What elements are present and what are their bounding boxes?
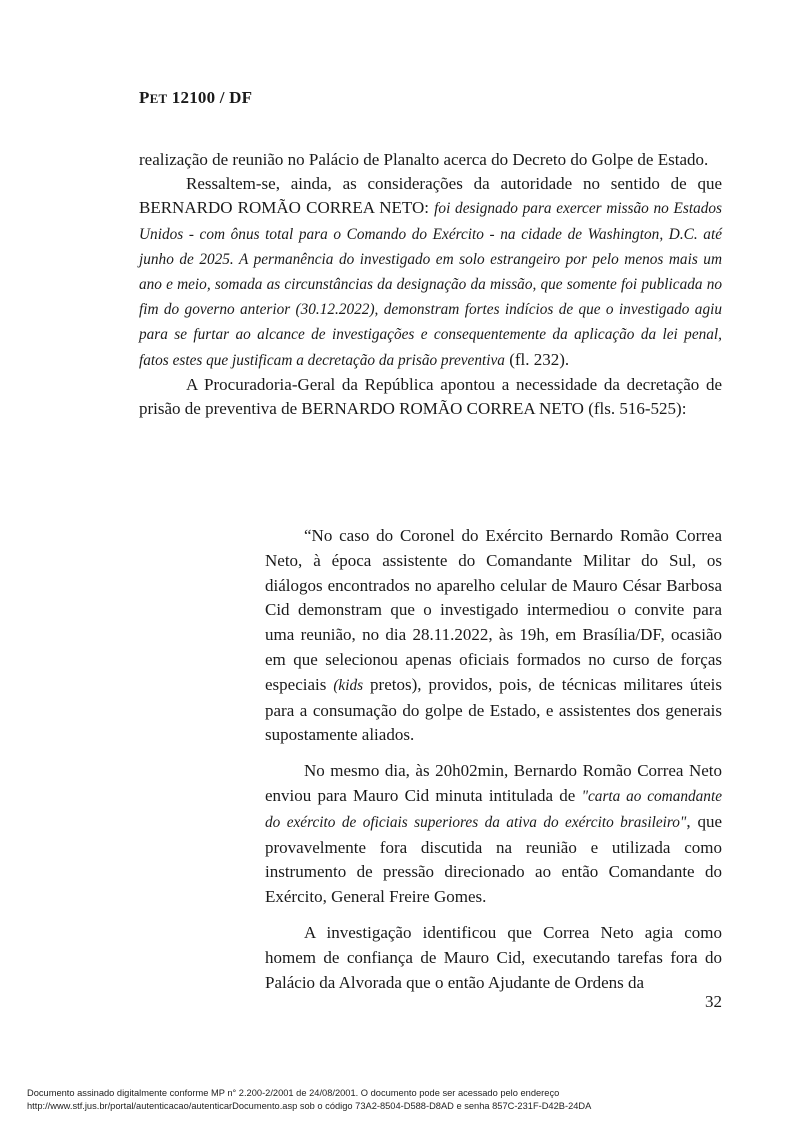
quote-paragraph-3: A investigação identificou que Correa Neto agia como homem de confiança de Mauro Cid, executando tarefas fora do Palácio da Alvorada que o então Ajudante de Ordens da <box>265 922 722 992</box>
header-pet-rest: ET <box>149 91 168 106</box>
paragraph-2-italic: foi designado para exercer missão no Estados Unidos - com ônus total para o Comando do Exército - na cidade de Washington, D.C. até junho de 2025. A permanência do investigado em solo estrangeiro por pelo menos mais um ano e meio, somada as circunstâncias da designação da missão, que somente foi publicada no fim do governo anterior (30.12.2022), demonstram fortes indícios de que o investigado agiu para se furtar ao alcance de investigações e consequentemente da aplicação da lei penal, fatos estes que justificam a decretação da prisão preventiva <box>139 200 722 369</box>
quote-2-italic: "carta ao comandante do exército de oficiais superiores da ativa do exército brasileiro" <box>265 787 722 831</box>
quote-2-text-a: No mesmo dia, às 20h02min, Bernardo Romão Correa Neto enviou para Mauro Cid minuta intitulada de <box>265 761 722 805</box>
signature-footer <box>27 1087 787 1113</box>
block-quote <box>265 524 722 1006</box>
footer-line-1: Documento assinado digitalmente conforme MP n° 2.200-2/2001 de 24/08/2001. O documento pode ser acessado pelo endereço <box>27 1088 560 1098</box>
document-header <box>139 88 252 108</box>
page-number: 32 <box>705 992 722 1011</box>
footer-verification-link: http://www.stf.jus.br/portal/autenticacao/autenticarDocumento.asp sob o código 73A2-8504-D588-D8AD e senha 857C-231F-D42B-24DA <box>27 1100 592 1111</box>
paragraph-3: A Procuradoria-Geral da República apontou a necessidade da decretação de prisão de preventiva de BERNARDO ROMÃO CORREA NETO (fls. 516-525): <box>139 374 722 419</box>
quote-paragraph-2 <box>265 759 722 910</box>
paragraph-2-text: Ressaltem-se, ainda, as considerações da autoridade no sentido de que BERNARDO ROMÃO CORREA NETO: <box>139 174 722 218</box>
header-case-number: 12100 / DF <box>171 88 253 107</box>
quote-1-italic: (kids <box>333 676 364 694</box>
quote-1-text-b: pretos), providos, pois, de técnicas militares úteis para a consumação do golpe de Estado, e assistentes dos generais supostamente aliados. <box>265 674 722 745</box>
paragraph-2-citation: (fl. 232). <box>504 349 570 369</box>
quote-paragraph-1 <box>265 524 722 748</box>
quote-1-text-a: “No caso do Coronel do Exército Bernardo Romão Correa Neto, à época assistente do Comandante Militar do Sul, os diálogos encontrados no aparelho celular de Mauro César Barbosa Cid demonstram que o investigado intermediou o convite para uma reunião, no dia 28.11.2022, às 19h, em Brasília/DF, ocasião em que selecionou apenas oficiais formados no curso de forças especiais <box>265 526 722 694</box>
paragraph-1: realização de reunião no Palácio de Planalto acerca do Decreto do Golpe de Estado. <box>139 150 709 169</box>
body-text <box>139 148 722 421</box>
quote-2-text-b: , que provavelmente fora discutida na reunião e utilizada como instrumento de pressão direcionado ao então Comandante do Exército, General Freire Gomes. <box>265 811 723 907</box>
paragraph-2 <box>139 172 722 373</box>
header-pet-initial: P <box>139 88 150 107</box>
